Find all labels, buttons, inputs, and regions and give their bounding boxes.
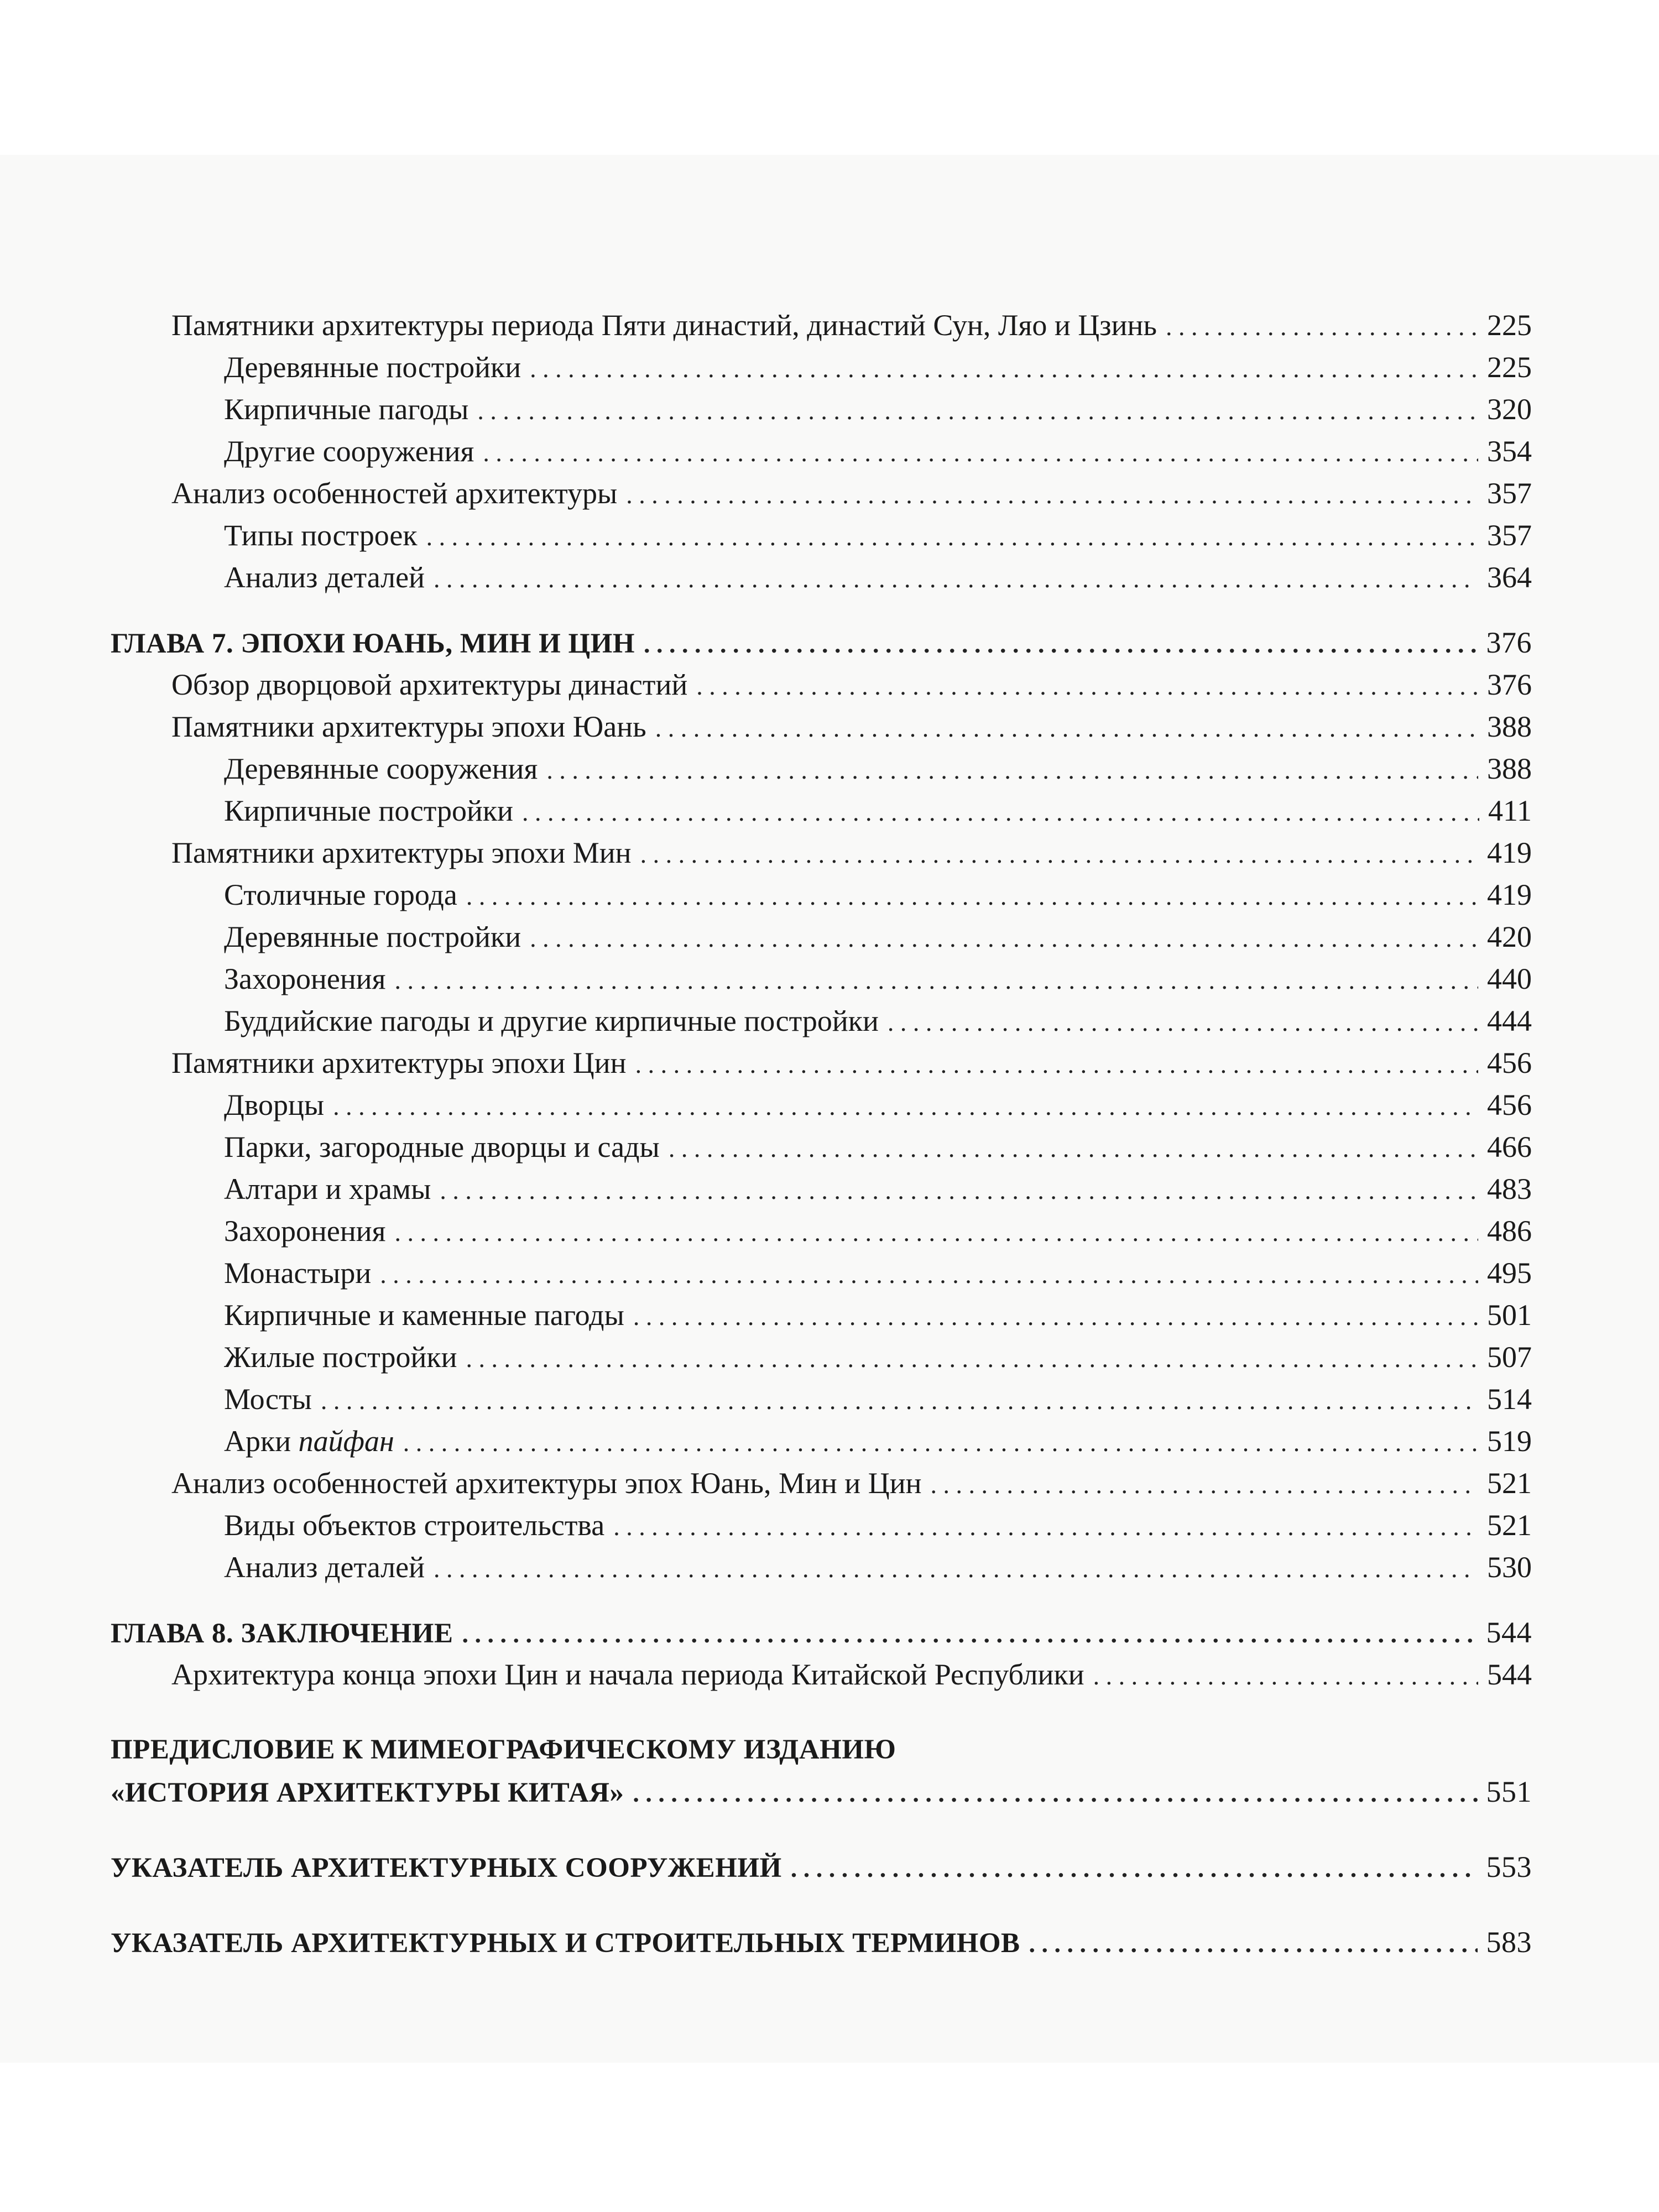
toc-page-number: 411 (1488, 794, 1532, 827)
toc-entry-title: Захоронения (224, 962, 386, 995)
toc-entry-title: Другие сооружения (224, 435, 474, 468)
toc-page-number: 388 (1487, 710, 1532, 743)
toc-page-number: 544 (1487, 1658, 1532, 1691)
toc-entry-title: Архитектура конца эпохи Цин и начала периода Китайской Республики (171, 1658, 1084, 1691)
toc-chapter-heading (111, 1611, 1532, 1653)
toc-entry (111, 958, 1532, 1000)
toc-page-number: 444 (1487, 1004, 1532, 1037)
toc-entry (111, 874, 1532, 916)
toc-entry (111, 1210, 1532, 1252)
toc-entry-title: Мосты (224, 1383, 312, 1416)
dot-leader (434, 1548, 1478, 1590)
toc-page-number: 551 (1486, 1775, 1532, 1808)
toc-page-number: 521 (1487, 1467, 1532, 1500)
toc-entry-title: УКАЗАТЕЛЬ АРХИТЕКТУРНЫХ И СТРОИТЕЛЬНЫХ ТЕРМИНОВ (111, 1928, 1020, 1959)
toc-entry (111, 706, 1532, 748)
toc-entry (111, 664, 1532, 706)
toc-entry (111, 1336, 1532, 1378)
toc-entry-title: Обзор дворцовой архитектуры династий (171, 668, 688, 701)
toc-entry-title: Памятники архитектуры периода Пяти династий, династий Сун, Ляо и Цзинь (171, 309, 1157, 342)
dot-leader (380, 1254, 1478, 1296)
toc-page-number: 514 (1487, 1383, 1532, 1416)
toc-page-number: 357 (1487, 519, 1532, 552)
toc-entry (111, 1546, 1532, 1588)
dot-leader (888, 1001, 1478, 1044)
toc-entry (111, 304, 1532, 346)
toc-entry-title: Столичные города (224, 878, 457, 911)
dot-leader (931, 1464, 1479, 1506)
toc-entry-title: Парки, загородные дворцы и сады (224, 1130, 660, 1164)
toc-page-number: 419 (1487, 836, 1532, 869)
toc-page-number: 553 (1486, 1850, 1532, 1884)
toc-entry-title: Анализ деталей (224, 1551, 425, 1584)
toc-entry (111, 514, 1532, 556)
dot-leader (434, 558, 1478, 600)
toc-index-terms (111, 1921, 1532, 1963)
book-page (0, 155, 1659, 2063)
toc-entry-title: Жилые постройки (224, 1340, 457, 1374)
toc-entry-title: Виды объектов строительства (224, 1509, 605, 1542)
toc-page-number: 420 (1487, 920, 1532, 953)
toc-entry (111, 1042, 1532, 1084)
toc-entry-title (224, 1420, 394, 1462)
dot-leader (440, 1170, 1478, 1212)
dot-leader (530, 917, 1478, 959)
toc-entry (111, 556, 1532, 598)
toc-entry-title: Памятники архитектуры эпохи Цин (171, 1046, 627, 1079)
dot-leader (640, 833, 1478, 875)
toc-entry (111, 916, 1532, 958)
dot-leader (477, 390, 1478, 432)
dot-leader (626, 474, 1478, 516)
toc-entry (111, 748, 1532, 790)
dot-leader (466, 875, 1478, 917)
toc-entry-title: Кирпичные и каменные пагоды (224, 1298, 624, 1332)
dot-leader (635, 1044, 1478, 1086)
toc-preface-heading-line2 (111, 1771, 1532, 1813)
toc-entry-title: Кирпичные пагоды (224, 393, 469, 426)
toc-page-number: 354 (1487, 435, 1532, 468)
dot-leader (1166, 306, 1478, 348)
toc-entry-title: Кирпичные постройки (224, 794, 514, 827)
toc-entry-title: Памятники архитектуры эпохи Юань (171, 710, 646, 743)
toc-entry (111, 1420, 1532, 1462)
toc-page-number: 483 (1487, 1172, 1532, 1206)
toc-entry-title: Деревянные постройки (224, 920, 521, 953)
toc-entry-title: Типы построек (224, 519, 418, 552)
toc-entry-title: Буддийские пагоды и другие кирпичные постройки (224, 1004, 879, 1037)
toc-entry (111, 472, 1532, 514)
dot-leader (394, 959, 1478, 1001)
toc-entry (111, 1653, 1532, 1695)
toc-page-number: 440 (1487, 962, 1532, 995)
dot-leader (426, 516, 1478, 558)
toc-entry (111, 1378, 1532, 1420)
toc-page-number: 519 (1487, 1425, 1532, 1458)
toc-entry-title: ГЛАВА 7. ЭПОХИ ЮАНЬ, МИН И ЦИН (111, 628, 635, 659)
toc-page-number: 456 (1487, 1088, 1532, 1121)
dot-leader (462, 1613, 1477, 1655)
toc-page-number: 225 (1487, 309, 1532, 342)
toc-page-number: 376 (1486, 626, 1532, 659)
dot-leader (530, 348, 1478, 390)
toc-entry-title: ГЛАВА 8. ЗАКЛЮЧЕНИЕ (111, 1618, 453, 1649)
toc-preface-heading-line1 (111, 1729, 1532, 1771)
dot-leader (669, 1128, 1478, 1170)
toc-entry (111, 1294, 1532, 1336)
dot-leader (1029, 1923, 1478, 1965)
toc-entry-title: Памятники архитектуры эпохи Мин (171, 836, 632, 869)
toc-page-number: 530 (1487, 1551, 1532, 1584)
toc-entry (111, 1084, 1532, 1126)
dot-leader (633, 1772, 1477, 1814)
toc-entry (111, 1000, 1532, 1042)
toc-page-number: 419 (1487, 878, 1532, 911)
toc-entry-title: Анализ деталей (224, 561, 425, 594)
toc-entry (111, 430, 1532, 472)
toc-page-number: 357 (1487, 477, 1532, 510)
toc-entry-title: «ИСТОРИЯ АРХИТЕКТУРЫ КИТАЯ» (111, 1777, 624, 1808)
toc-page-number: 583 (1486, 1926, 1532, 1959)
toc-entry-title: Дворцы (224, 1088, 325, 1121)
toc-entry-title: Анализ особенностей архитектуры эпох Юань, Мин и Цин (171, 1467, 922, 1500)
dot-leader (403, 1422, 1478, 1464)
dot-leader (483, 432, 1478, 474)
dot-leader (333, 1086, 1478, 1128)
toc-entry-title-italic: пайфан (298, 1425, 394, 1458)
dot-leader (644, 623, 1477, 665)
toc-entry-title: ПРЕДИСЛОВИЕ К МИМЕОГРАФИЧЕСКОМУ ИЗДАНИЮ (111, 1734, 896, 1765)
toc-entry-title: Захоронения (224, 1214, 386, 1248)
dot-leader (613, 1506, 1478, 1548)
dot-leader (791, 1848, 1478, 1890)
toc-entry-title-prefix: Арки (224, 1425, 299, 1458)
dot-leader (546, 749, 1478, 791)
toc-entry (111, 1126, 1532, 1168)
dot-leader (655, 707, 1478, 749)
toc-entry (111, 1462, 1532, 1504)
toc-page-number: 456 (1487, 1046, 1532, 1079)
toc-page-number: 507 (1487, 1340, 1532, 1374)
dot-leader (696, 665, 1478, 707)
toc-chapter-heading (111, 622, 1532, 664)
dot-leader (633, 1296, 1478, 1338)
dot-leader (466, 1338, 1478, 1380)
toc-page-number: 521 (1487, 1509, 1532, 1542)
toc-page-number: 364 (1487, 561, 1532, 594)
toc-page-number: 486 (1487, 1214, 1532, 1248)
toc-entry-title: Деревянные постройки (224, 351, 521, 384)
table-of-contents (111, 304, 1532, 1963)
toc-entry-title: УКАЗАТЕЛЬ АРХИТЕКТУРНЫХ СООРУЖЕНИЙ (111, 1853, 782, 1884)
toc-entry (111, 790, 1532, 832)
dot-leader (321, 1380, 1478, 1422)
toc-page-number: 225 (1487, 351, 1532, 384)
toc-entry-title: Монастыри (224, 1256, 372, 1290)
toc-page-number: 388 (1487, 752, 1532, 785)
dot-leader (394, 1212, 1478, 1254)
toc-page-number: 544 (1486, 1616, 1532, 1649)
toc-entry-title: Анализ особенностей архитектуры (171, 477, 618, 510)
toc-page-number: 320 (1487, 393, 1532, 426)
toc-entry (111, 1252, 1532, 1294)
toc-page-number: 376 (1487, 668, 1532, 701)
toc-entry (111, 832, 1532, 874)
toc-entry (111, 346, 1532, 388)
dot-leader (1093, 1655, 1478, 1697)
dot-leader (522, 791, 1479, 833)
toc-page-number: 466 (1487, 1130, 1532, 1164)
toc-page-number: 501 (1487, 1298, 1532, 1332)
toc-entry (111, 388, 1532, 430)
toc-entry-title: Алтари и храмы (224, 1172, 431, 1206)
toc-index-buildings (111, 1846, 1532, 1888)
toc-entry (111, 1168, 1532, 1210)
toc-entry (111, 1504, 1532, 1546)
toc-entry-title: Деревянные сооружения (224, 752, 538, 785)
toc-page-number: 495 (1487, 1256, 1532, 1290)
